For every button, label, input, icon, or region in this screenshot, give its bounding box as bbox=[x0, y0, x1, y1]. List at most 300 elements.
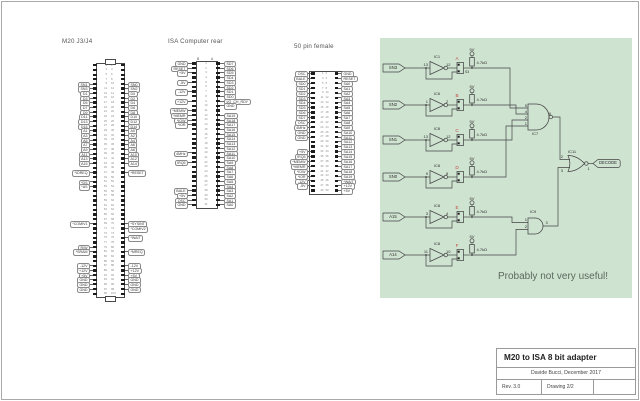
pin-square bbox=[192, 128, 196, 130]
label-wire bbox=[125, 270, 128, 271]
pin-label-flag: SD7 bbox=[224, 61, 236, 67]
pin-number: 55 bbox=[103, 188, 107, 193]
fifty-pin-connector-title: 50 pin female bbox=[294, 42, 334, 50]
pin-number: 37 bbox=[103, 146, 107, 151]
nand4-gate-ic7 bbox=[528, 104, 552, 130]
m20-connector-title: M20 J3/J4 bbox=[62, 38, 93, 45]
label-wire bbox=[90, 154, 93, 155]
label-wire bbox=[220, 129, 224, 130]
pin-square bbox=[311, 116, 315, 118]
pin-label-flag: SD1 bbox=[296, 86, 308, 92]
label-wire bbox=[220, 181, 224, 182]
pin-label-flag: A6 bbox=[128, 142, 137, 148]
label-wire bbox=[220, 185, 224, 186]
pin-square bbox=[311, 92, 315, 94]
inverter-input-pin-number: 13 bbox=[423, 62, 428, 68]
label-wire bbox=[125, 102, 128, 103]
pin-square bbox=[121, 218, 125, 220]
pin-number: 36 bbox=[325, 153, 329, 158]
pin-label-flag: GND bbox=[175, 61, 188, 67]
label-wire bbox=[125, 172, 128, 173]
pin-square bbox=[311, 180, 315, 182]
pin-square bbox=[93, 162, 97, 164]
inverter-ic-label: IC6 bbox=[433, 90, 441, 96]
pin-label-flag: +5V bbox=[79, 273, 91, 279]
label-wire bbox=[220, 200, 224, 201]
pin-number: 67 bbox=[103, 216, 107, 221]
pin-label-flag: SA1 bbox=[224, 198, 236, 204]
pin-square bbox=[311, 145, 315, 147]
label-wire bbox=[125, 158, 128, 159]
pin-label-flag: GND bbox=[128, 287, 141, 293]
pin-number: 94 bbox=[111, 277, 115, 282]
pin-number: 30 bbox=[325, 139, 329, 144]
pin-square bbox=[93, 274, 97, 276]
pin-label-flag: SA6 bbox=[224, 174, 236, 180]
pin-label-flag: *WAIT bbox=[341, 179, 356, 185]
pin-number: 75 bbox=[103, 235, 107, 240]
label-wire bbox=[338, 107, 341, 108]
label-wire bbox=[90, 107, 93, 108]
pin-number: 31 bbox=[320, 144, 324, 149]
ic9-pin-number: 1 bbox=[524, 217, 527, 222]
power-5v-label: 5V bbox=[469, 47, 475, 52]
pin-number: 46 bbox=[325, 178, 329, 183]
label-wire bbox=[125, 154, 128, 155]
isa-column-b-label: B bbox=[197, 57, 200, 61]
label-wire bbox=[220, 96, 224, 97]
label-wire bbox=[90, 135, 93, 136]
pin-label-flag: D12 bbox=[128, 119, 140, 125]
pin-number: 22 bbox=[325, 119, 329, 124]
pin-square bbox=[93, 171, 97, 173]
label-wire bbox=[125, 265, 128, 266]
inverter-output-pin-number: 4 bbox=[446, 211, 449, 217]
label-wire bbox=[90, 102, 93, 103]
pin-label-flag: D2 bbox=[128, 96, 138, 102]
pin-number: 23 bbox=[204, 164, 208, 169]
pin-number: 82 bbox=[111, 249, 115, 254]
pin-number: 14 bbox=[325, 100, 329, 105]
pin-label-flag: SA10 bbox=[341, 130, 355, 136]
pin-number: 25 bbox=[204, 173, 208, 178]
pin-label-flag: GND bbox=[77, 282, 90, 288]
pin-square bbox=[93, 209, 97, 211]
label-wire bbox=[220, 138, 224, 139]
power-5v-label: 5V bbox=[469, 84, 475, 89]
pin-square bbox=[192, 90, 196, 92]
pin-number: 65 bbox=[103, 211, 107, 216]
pin-label-flag: SN0 bbox=[128, 82, 140, 88]
jumper-label: S3 bbox=[465, 69, 470, 74]
resistor-value: 4.7kΩ bbox=[476, 96, 488, 102]
pin-number: 91 bbox=[103, 272, 107, 277]
pin-label-flag: GND bbox=[77, 287, 90, 293]
pin-number: 80 bbox=[111, 244, 115, 249]
pin-square bbox=[93, 92, 97, 94]
pin-label-flag: SA9 bbox=[341, 125, 353, 131]
pin-square bbox=[311, 72, 315, 74]
pin-label-flag: A8 bbox=[128, 147, 137, 153]
pin-label-flag: *MEMW bbox=[170, 108, 188, 114]
pin-square bbox=[121, 74, 125, 76]
pin-square bbox=[93, 255, 97, 257]
pin-label-flag: *MEMR bbox=[291, 164, 308, 170]
pin-square bbox=[93, 134, 97, 136]
bypass-wire bbox=[426, 177, 457, 188]
pin-square bbox=[192, 194, 196, 196]
pin-square bbox=[93, 213, 97, 215]
pin-square bbox=[93, 83, 97, 85]
pin-number: 36 bbox=[111, 142, 115, 147]
ic9-output-pin-number: 3 bbox=[545, 219, 548, 225]
bypass-wire bbox=[426, 217, 457, 228]
pin-square bbox=[93, 181, 97, 183]
label-wire bbox=[188, 152, 192, 153]
pin-number: 33 bbox=[103, 137, 107, 142]
pin-number: 5 bbox=[205, 79, 207, 84]
label-wire bbox=[338, 73, 341, 74]
label-wire bbox=[308, 156, 311, 157]
label-wire bbox=[338, 88, 341, 89]
inverter-output-pin-number: 8 bbox=[446, 171, 449, 177]
ic7-pin-number: 2 bbox=[524, 114, 527, 120]
inverter-output-pin-number: 10 bbox=[446, 249, 451, 255]
pin-label-flag: A4 bbox=[128, 138, 137, 144]
label-wire bbox=[90, 270, 93, 271]
pin-square bbox=[121, 195, 125, 197]
pin-label-flag: SA9 bbox=[224, 160, 236, 166]
pin-square bbox=[93, 78, 97, 80]
pin-number: 2 bbox=[205, 65, 207, 70]
pin-square bbox=[93, 106, 97, 108]
pin-label-flag: *DS bbox=[79, 180, 90, 186]
pin-number: 8 bbox=[205, 93, 207, 98]
label-wire bbox=[90, 289, 93, 290]
pin-number: 78 bbox=[111, 239, 115, 244]
inverter-gate bbox=[430, 171, 444, 184]
pin-label-flag: SD6 bbox=[224, 66, 236, 72]
pullup-resistor bbox=[470, 130, 475, 139]
label-wire bbox=[125, 251, 128, 252]
pin-number: 23 bbox=[103, 114, 107, 119]
pin-square bbox=[93, 283, 97, 285]
pin-label-flag: *IOR bbox=[295, 174, 308, 180]
label-wire bbox=[188, 101, 192, 102]
bypass-wire bbox=[426, 140, 457, 151]
jumper-pin bbox=[458, 107, 460, 109]
pin-label-flag: -12V bbox=[295, 179, 308, 185]
pin-number: 40 bbox=[325, 163, 329, 168]
pin-number: 1 bbox=[205, 60, 207, 65]
pin-number: 18 bbox=[204, 140, 208, 145]
pin-number: 85 bbox=[103, 258, 107, 263]
label-wire bbox=[220, 162, 224, 163]
pin-number: 21 bbox=[320, 119, 324, 124]
pin-label-flag: SD4 bbox=[296, 100, 308, 106]
pin-number: 10 bbox=[325, 90, 329, 95]
power-5v-symbol bbox=[470, 89, 474, 93]
pin-label-flag: IRQ5 bbox=[295, 154, 308, 160]
pin-label-flag: SN2 bbox=[128, 86, 140, 92]
pin-square bbox=[121, 241, 125, 243]
pin-label-flag: A13 bbox=[79, 156, 90, 162]
label-wire bbox=[308, 83, 311, 84]
pin-number: 16 bbox=[325, 105, 329, 110]
power-5v-symbol bbox=[470, 239, 474, 243]
pin-number: 89 bbox=[103, 267, 107, 272]
pin-number: 52 bbox=[111, 179, 115, 184]
pin-number: 16 bbox=[204, 131, 208, 136]
pin-square bbox=[121, 260, 125, 262]
pin-number: 72 bbox=[111, 225, 115, 230]
pin-number: 93 bbox=[103, 277, 107, 282]
label-wire bbox=[90, 149, 93, 150]
pin-number: 13 bbox=[320, 100, 324, 105]
pin-square bbox=[93, 199, 97, 201]
pin-number: 100 bbox=[111, 291, 116, 296]
power-5v-symbol bbox=[470, 52, 474, 56]
pin-label-flag: R/W bbox=[78, 245, 90, 251]
pin-number: 6 bbox=[205, 84, 207, 89]
ic7-pin-number: 4 bbox=[524, 108, 527, 114]
pin-number: 15 bbox=[204, 126, 208, 131]
pin-number: 32 bbox=[111, 132, 115, 137]
pin-square bbox=[93, 288, 97, 290]
pin-square bbox=[121, 64, 125, 66]
pin-square bbox=[93, 279, 97, 281]
pin-square bbox=[121, 204, 125, 206]
pin-label-flag: SA4 bbox=[341, 100, 353, 106]
pin-number: 28 bbox=[111, 123, 115, 128]
pin-label-flag: GND bbox=[175, 202, 188, 208]
pin-square bbox=[192, 147, 196, 149]
pin-number: 28 bbox=[325, 134, 329, 139]
pin-number: 8 bbox=[325, 85, 328, 90]
pin-square bbox=[192, 180, 196, 182]
label-wire bbox=[90, 186, 93, 187]
node-letter: B bbox=[455, 93, 459, 98]
pin-square bbox=[192, 105, 196, 107]
pin-square bbox=[192, 161, 196, 163]
pin-label-flag: +5V bbox=[177, 193, 189, 199]
resistor-value: 4.7kΩ bbox=[476, 208, 488, 214]
pin-square bbox=[192, 86, 196, 88]
label-wire bbox=[220, 157, 224, 158]
pin-label-flag: SA14 bbox=[341, 149, 355, 155]
resistor-value: 4.7kΩ bbox=[476, 131, 488, 137]
pin-number: 43 bbox=[103, 160, 107, 165]
label-wire bbox=[125, 107, 128, 108]
pin-square bbox=[192, 185, 196, 187]
pin-label-flag: *RESET bbox=[128, 170, 146, 176]
pin-label-flag: OSC bbox=[175, 198, 188, 204]
pin-number: 41 bbox=[103, 156, 107, 161]
label-wire bbox=[188, 162, 192, 163]
label-wire bbox=[90, 163, 93, 164]
label-wire bbox=[125, 289, 128, 290]
pin-square bbox=[311, 121, 315, 123]
label-wire bbox=[308, 185, 311, 186]
inverter-ic-label: IC1 bbox=[433, 53, 441, 59]
label-wire bbox=[220, 134, 224, 135]
pin-number: 2 bbox=[325, 70, 328, 75]
pin-label-flag: -12V bbox=[175, 89, 188, 95]
pin-square bbox=[93, 157, 97, 159]
pin-number: 39 bbox=[103, 151, 107, 156]
label-wire bbox=[308, 73, 311, 74]
label-wire bbox=[338, 132, 341, 133]
label-wire bbox=[338, 185, 341, 186]
pin-label-flag: *MEMW bbox=[290, 159, 308, 165]
label-wire bbox=[188, 68, 192, 69]
pin-square bbox=[93, 251, 97, 253]
pin-number: 14 bbox=[204, 122, 208, 127]
pin-label-flag: GND bbox=[128, 282, 141, 288]
pin-number: 76 bbox=[111, 235, 115, 240]
pin-number: 99 bbox=[103, 291, 107, 296]
pin-number: 97 bbox=[103, 286, 107, 291]
inverter-output-pin-number: 12 bbox=[446, 62, 451, 68]
inverter-gate bbox=[430, 62, 444, 75]
pin-number: 61 bbox=[103, 202, 107, 207]
pin-number: 68 bbox=[111, 216, 115, 221]
label-wire bbox=[90, 251, 93, 252]
pin-label-flag: SD5 bbox=[296, 105, 308, 111]
isa-connector bbox=[160, 56, 272, 212]
wire-ic9-to-ic11 bbox=[543, 168, 570, 227]
pin-number: 26 bbox=[204, 178, 208, 183]
pin-number: 64 bbox=[111, 207, 115, 212]
pin-square bbox=[192, 67, 196, 69]
label-wire bbox=[220, 63, 224, 64]
pin-label-flag: GND bbox=[295, 135, 308, 141]
pin-label-flag: D9 bbox=[80, 110, 90, 116]
label-wire bbox=[125, 223, 128, 224]
ic9-pin-number: 2 bbox=[524, 224, 527, 229]
label-wire bbox=[188, 124, 192, 125]
jumper-pin bbox=[458, 219, 460, 221]
pin-number: 1 bbox=[321, 70, 324, 75]
pin-square bbox=[311, 111, 315, 113]
label-wire bbox=[188, 200, 192, 201]
pin-label-flag: SD0 bbox=[296, 81, 308, 87]
pin-number: 23 bbox=[320, 124, 324, 129]
inverter-input-pin-number: 3 bbox=[425, 211, 428, 217]
pin-square bbox=[121, 78, 125, 80]
label-wire bbox=[188, 110, 192, 111]
pin-number: 2 bbox=[111, 62, 113, 67]
pin-label-flag: A10 bbox=[128, 152, 139, 158]
pin-label-flag: SA2 bbox=[341, 91, 353, 97]
pin-number: 4 bbox=[205, 74, 207, 79]
label-wire bbox=[220, 115, 224, 116]
label-wire bbox=[308, 180, 311, 181]
pin-square bbox=[93, 87, 97, 89]
pin-square bbox=[93, 241, 97, 243]
pin-label-flag: A12 bbox=[128, 156, 139, 162]
pin-square bbox=[311, 136, 315, 138]
label-wire bbox=[338, 156, 341, 157]
power-5v-symbol bbox=[470, 124, 474, 128]
jumper-pin bbox=[458, 173, 460, 175]
label-wire bbox=[338, 83, 341, 84]
pin-number: 19 bbox=[204, 145, 208, 150]
label-wire bbox=[125, 93, 128, 94]
label-wire bbox=[125, 98, 128, 99]
pin-number: 24 bbox=[325, 124, 329, 129]
pin-square bbox=[121, 181, 125, 183]
pin-label-flag: +12V bbox=[128, 268, 142, 274]
pin-number: 28 bbox=[204, 188, 208, 193]
pin-square bbox=[311, 82, 315, 84]
pin-number: 10 bbox=[204, 103, 208, 108]
pin-number: 77 bbox=[103, 239, 107, 244]
pin-number: 16 bbox=[111, 95, 115, 100]
pin-square bbox=[93, 64, 97, 66]
pin-label-flag: SA10 bbox=[224, 155, 238, 161]
pin-label-flag: SA5 bbox=[341, 105, 353, 111]
pin-square bbox=[93, 185, 97, 187]
label-wire bbox=[220, 77, 224, 78]
pin-label-flag: *IOW bbox=[174, 118, 188, 124]
pin-number: 30 bbox=[111, 128, 115, 133]
label-wire bbox=[220, 143, 224, 144]
pin-number: 87 bbox=[103, 263, 107, 268]
label-wire bbox=[338, 97, 341, 98]
pin-number: 62 bbox=[111, 202, 115, 207]
title-block-title: M20 to ISA 8 bit adapter bbox=[497, 349, 635, 368]
pin-number: 3 bbox=[205, 70, 207, 75]
label-wire bbox=[90, 112, 93, 113]
pin-square bbox=[93, 232, 97, 234]
ic11-pin-number: 2 bbox=[560, 153, 563, 159]
label-wire bbox=[338, 146, 341, 147]
power-5v-label: 5V bbox=[469, 234, 475, 239]
pin-square bbox=[192, 81, 196, 83]
title-block bbox=[496, 348, 636, 395]
isa-connector-title: ISA Computer rear bbox=[168, 38, 223, 45]
pin-number: 21 bbox=[204, 155, 208, 160]
pin-number: 12 bbox=[111, 86, 115, 91]
pin-square bbox=[192, 166, 196, 168]
ic7-pin-number: 1 bbox=[524, 120, 527, 126]
signal-label: SN1 bbox=[388, 136, 398, 142]
pin-label-flag: SD5 bbox=[224, 70, 236, 76]
label-wire bbox=[338, 93, 341, 94]
pin-label-flag: A7 bbox=[81, 142, 90, 148]
label-wire bbox=[308, 176, 311, 177]
pin-square bbox=[93, 101, 97, 103]
label-wire bbox=[188, 72, 192, 73]
pin-label-flag: +5V bbox=[297, 149, 309, 155]
pin-label-flag: SA8 bbox=[224, 165, 236, 171]
label-wire bbox=[125, 84, 128, 85]
pin-label-flag: SA0 bbox=[224, 202, 236, 208]
title-block-drawing-number: Drawing 2/2 bbox=[542, 380, 594, 394]
pin-label-flag: -12V bbox=[128, 263, 141, 269]
pin-number: 5 bbox=[105, 72, 107, 77]
pin-square bbox=[311, 165, 315, 167]
pin-number: 3 bbox=[105, 67, 107, 72]
pin-number: 84 bbox=[111, 253, 115, 258]
label-wire bbox=[188, 82, 192, 83]
pin-number: 50 bbox=[325, 188, 329, 193]
pin-square bbox=[311, 160, 315, 162]
pin-number: 19 bbox=[320, 114, 324, 119]
power-5v-symbol bbox=[470, 161, 474, 165]
label-wire bbox=[220, 91, 224, 92]
